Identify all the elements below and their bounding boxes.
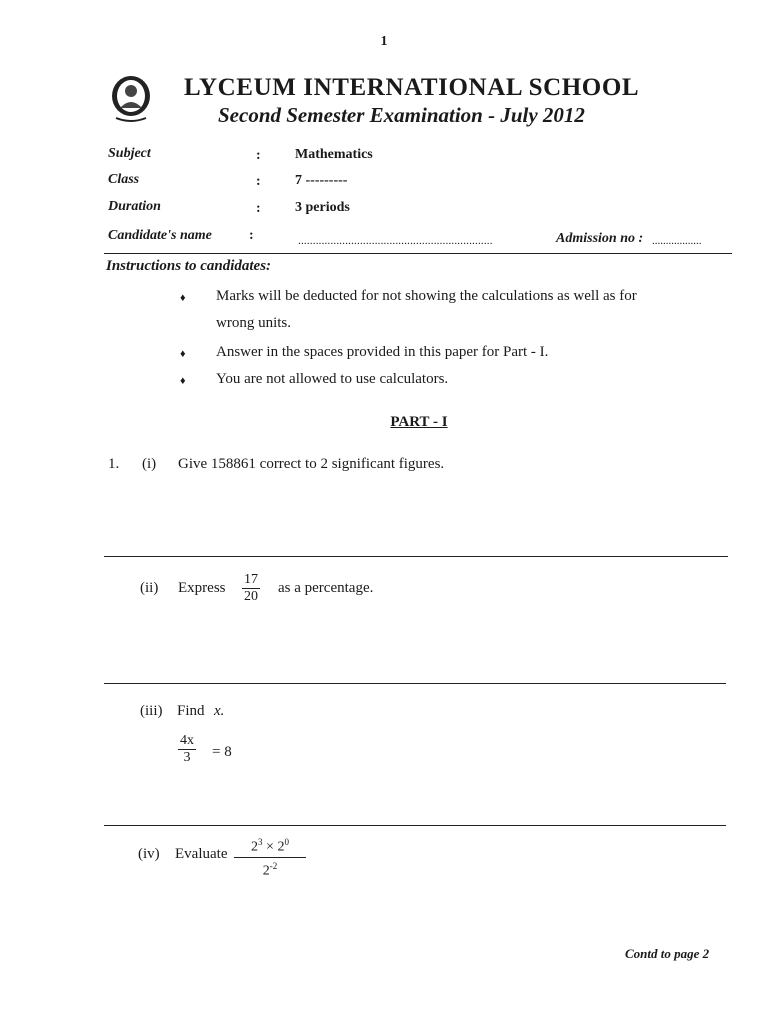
power-denominator: $2^{-2}$ bbox=[262, 860, 278, 879]
part-title: PART - I bbox=[390, 414, 448, 430]
class-value: 7 --------- bbox=[295, 173, 348, 188]
bullet-icon: ♦ bbox=[180, 348, 186, 360]
question-text: Evaluate bbox=[175, 846, 228, 862]
answer-line bbox=[104, 556, 728, 557]
fraction-denominator: 20 bbox=[244, 589, 258, 604]
duration-colon: : bbox=[256, 201, 261, 216]
candidate-name-field[interactable]: .................................................................. bbox=[298, 235, 493, 247]
admission-number-label: Admission no : bbox=[556, 231, 644, 246]
class-colon: : bbox=[256, 174, 261, 189]
instruction-item: You are not allowed to use calculators. bbox=[216, 371, 449, 387]
header-divider bbox=[104, 253, 732, 254]
candidate-colon: : bbox=[249, 228, 254, 243]
subquestion-number: (i) bbox=[142, 456, 157, 472]
question-text: Find bbox=[177, 703, 205, 719]
school-crest-logo bbox=[108, 74, 154, 124]
admission-number-field[interactable]: .................. bbox=[652, 235, 702, 247]
exam-title: Second Semester Examination - July 2012 bbox=[218, 103, 585, 127]
instructions-title: Instructions to candidates: bbox=[106, 258, 272, 274]
variable: x. bbox=[214, 703, 225, 719]
school-name: LYCEUM INTERNATIONAL SCHOOL bbox=[184, 74, 640, 101]
subquestion-number: (iii) bbox=[140, 703, 163, 719]
subject-label: Subject bbox=[108, 146, 151, 161]
instruction-item: Marks will be deducted for not showing the calculations as well as for bbox=[216, 288, 637, 304]
subquestion-number: (ii) bbox=[140, 580, 159, 596]
page-number: 1 bbox=[380, 34, 388, 49]
subject-colon: : bbox=[256, 148, 261, 163]
fraction-numerator: 17 bbox=[244, 572, 258, 587]
class-label: Class bbox=[108, 172, 140, 187]
candidate-name-label: Candidate's name bbox=[108, 228, 212, 243]
answer-line bbox=[104, 683, 726, 684]
continued-note: Contd to page 2 bbox=[625, 946, 710, 961]
question-text: as a percentage. bbox=[278, 580, 374, 596]
equation-rhs: = 8 bbox=[212, 744, 232, 760]
question-number: 1. bbox=[108, 456, 120, 472]
subquestion-number: (iv) bbox=[138, 846, 160, 862]
answer-line bbox=[104, 825, 726, 826]
fraction bbox=[178, 733, 196, 766]
power-numerator: $2^3 \times 2^0$ bbox=[234, 834, 306, 858]
question-text: Give 158861 correct to 2 significant figures. bbox=[178, 456, 445, 472]
fraction-denominator: 3 bbox=[183, 750, 191, 765]
duration-value: 3 periods bbox=[295, 200, 350, 215]
instruction-item: Answer in the spaces provided in this paper for Part - I. bbox=[216, 344, 549, 360]
bullet-icon: ♦ bbox=[180, 375, 186, 387]
fraction bbox=[242, 572, 260, 605]
duration-label: Duration bbox=[108, 199, 161, 214]
bullet-icon: ♦ bbox=[180, 292, 186, 304]
subject-value: Mathematics bbox=[295, 147, 373, 162]
question-text: Express bbox=[178, 580, 226, 596]
power-expression bbox=[234, 834, 306, 879]
fraction-numerator: 4x bbox=[180, 733, 194, 748]
instruction-item-continued: wrong units. bbox=[216, 315, 291, 331]
